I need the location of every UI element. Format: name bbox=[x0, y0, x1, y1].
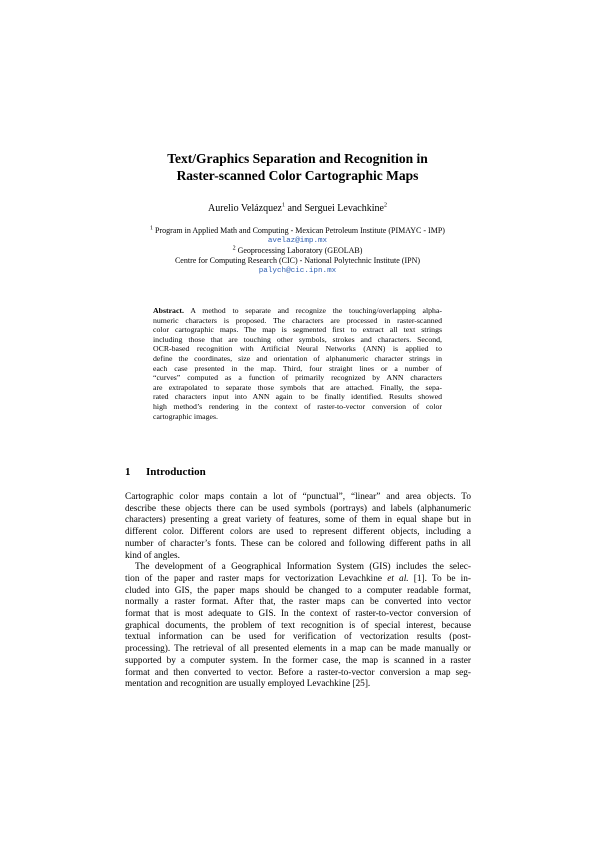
affiliations bbox=[60, 226, 535, 276]
body-line: describe these objects there can be used symbols (portrays) and labels (alphanumeric bbox=[125, 503, 471, 514]
body-line: format and then converted to vector. Before a raster-to-vector conversion a map seg- bbox=[125, 667, 471, 678]
email-1[interactable]: avelaz@imp.mx bbox=[267, 237, 328, 245]
body-line: cluded into GIS, the paper maps should be changed to a computer readable format, bbox=[125, 585, 471, 596]
body-line: number of character’s fonts. These can be colored and following different paths in all bbox=[125, 538, 471, 549]
body-line-text: [1]. To be in- bbox=[408, 573, 472, 584]
abstract-line: OCR-based recognition with Artificial Neural Networks (ANN) is applied to bbox=[153, 344, 442, 354]
abstract-line: are extrapolated to separate those symbols that are attached. Finally, the sepa- bbox=[153, 382, 442, 392]
affiliation-1 bbox=[60, 226, 535, 236]
body-line: mentation and recognition are usually employed Levachkine [25]. bbox=[125, 679, 371, 690]
abstract bbox=[153, 306, 442, 421]
affiliation-2-line-2: Centre for Computing Research (CIC) - National Polytechnic Institute (IPN) bbox=[174, 256, 421, 265]
abstract-line: cartographic images. bbox=[153, 411, 218, 421]
paragraph-2 bbox=[125, 562, 471, 691]
affiliation-1-mark: 1 bbox=[150, 225, 154, 232]
title-line-2: Raster-scanned Color Cartographic Maps bbox=[176, 168, 419, 183]
abstract-line-text: A method to separate and recognize the touching/overlapping alpha- bbox=[183, 306, 442, 315]
body-line: format that is most adequate to GIS. In the context of raster-to-vector conversion of bbox=[125, 609, 471, 620]
abstract-line: numeric characters is proposed. The characters are processed in raster-scanned bbox=[153, 315, 442, 325]
abstract-line: color cartographic maps. The map is segmented first to extract all text strings bbox=[153, 325, 442, 335]
author-1-affil-mark: 1 bbox=[281, 202, 285, 209]
body-line: different color. Different colors are used to represent different objects, including a bbox=[125, 527, 471, 538]
affiliation-2-mark: 2 bbox=[232, 245, 236, 252]
section-title: Introduction bbox=[146, 466, 206, 478]
title-line-1: Text/Graphics Separation and Recognition in bbox=[167, 151, 428, 166]
paragraph-1 bbox=[125, 492, 471, 562]
author-1: Aurelio Velázquez bbox=[208, 203, 282, 214]
body-line: normally a raster format. After that, the raster maps can be converted into vector bbox=[125, 597, 471, 608]
abstract-line: define the coordinates, size and orientation of alphanumeric character strings in bbox=[153, 353, 442, 363]
author-2: Serguei Levachkine bbox=[304, 203, 384, 214]
paper-title bbox=[60, 150, 535, 184]
body-line: graphical documents, the problem of text recognition is of special interest, because bbox=[125, 620, 471, 631]
body-line: textual information can be used for verification of vectorization results (post- bbox=[125, 632, 471, 643]
body-text bbox=[125, 492, 471, 691]
author-conjunction: and bbox=[284, 203, 305, 214]
abstract-label: Abstract. bbox=[153, 306, 184, 315]
body-line bbox=[125, 574, 471, 586]
body-line: Cartographic color maps contain a lot of “punctual”, “linear” and area objects. To bbox=[125, 492, 471, 502]
body-line: characters) presenting a great variety of features, some of them in equal shape but in bbox=[125, 515, 471, 526]
abstract-line: rated characters input into ANN again to be finally identified. Results showed bbox=[153, 392, 442, 402]
author-2-affil-mark: 2 bbox=[383, 202, 387, 209]
affiliation-1-text: Program in Applied Math and Computing - Mexican Petroleum Institute (PIMAYC - IMP) bbox=[153, 226, 445, 235]
body-line-text: tion of the paper and raster maps for vectorization Levachkine bbox=[125, 573, 388, 584]
affiliation-2-text: Geoprocessing Laboratory (GEOLAB) bbox=[235, 246, 363, 255]
body-line: supported by a computer system. In the former case, the map is scanned in a raster bbox=[125, 655, 471, 666]
author-list bbox=[60, 203, 535, 215]
abstract-line: including those that are touching other symbols, strokes and characters. Second, bbox=[153, 334, 442, 344]
email-2[interactable]: palych@cic.ipn.mx bbox=[258, 267, 337, 275]
body-line: processing). The retrieval of all presented elements in a map can be made manually or bbox=[125, 644, 471, 655]
body-line: The development of a Geographical Information System (GIS) includes the selec- bbox=[135, 562, 471, 573]
affiliation-2 bbox=[60, 246, 535, 256]
body-line: kind of angles. bbox=[125, 550, 180, 561]
body-line-italic: et al. bbox=[387, 573, 409, 584]
abstract-line bbox=[153, 306, 442, 316]
section-number: 1 bbox=[125, 466, 131, 478]
abstract-line: “curves” computed as a function of primarily recognized by ANN characters bbox=[153, 373, 442, 383]
abstract-line: each case presented in the map. Third, four straight lines or a number of bbox=[153, 363, 442, 373]
abstract-line: high method’s rendering in the context of raster-to-vector conversion of color bbox=[153, 401, 442, 411]
section-heading bbox=[125, 465, 206, 479]
